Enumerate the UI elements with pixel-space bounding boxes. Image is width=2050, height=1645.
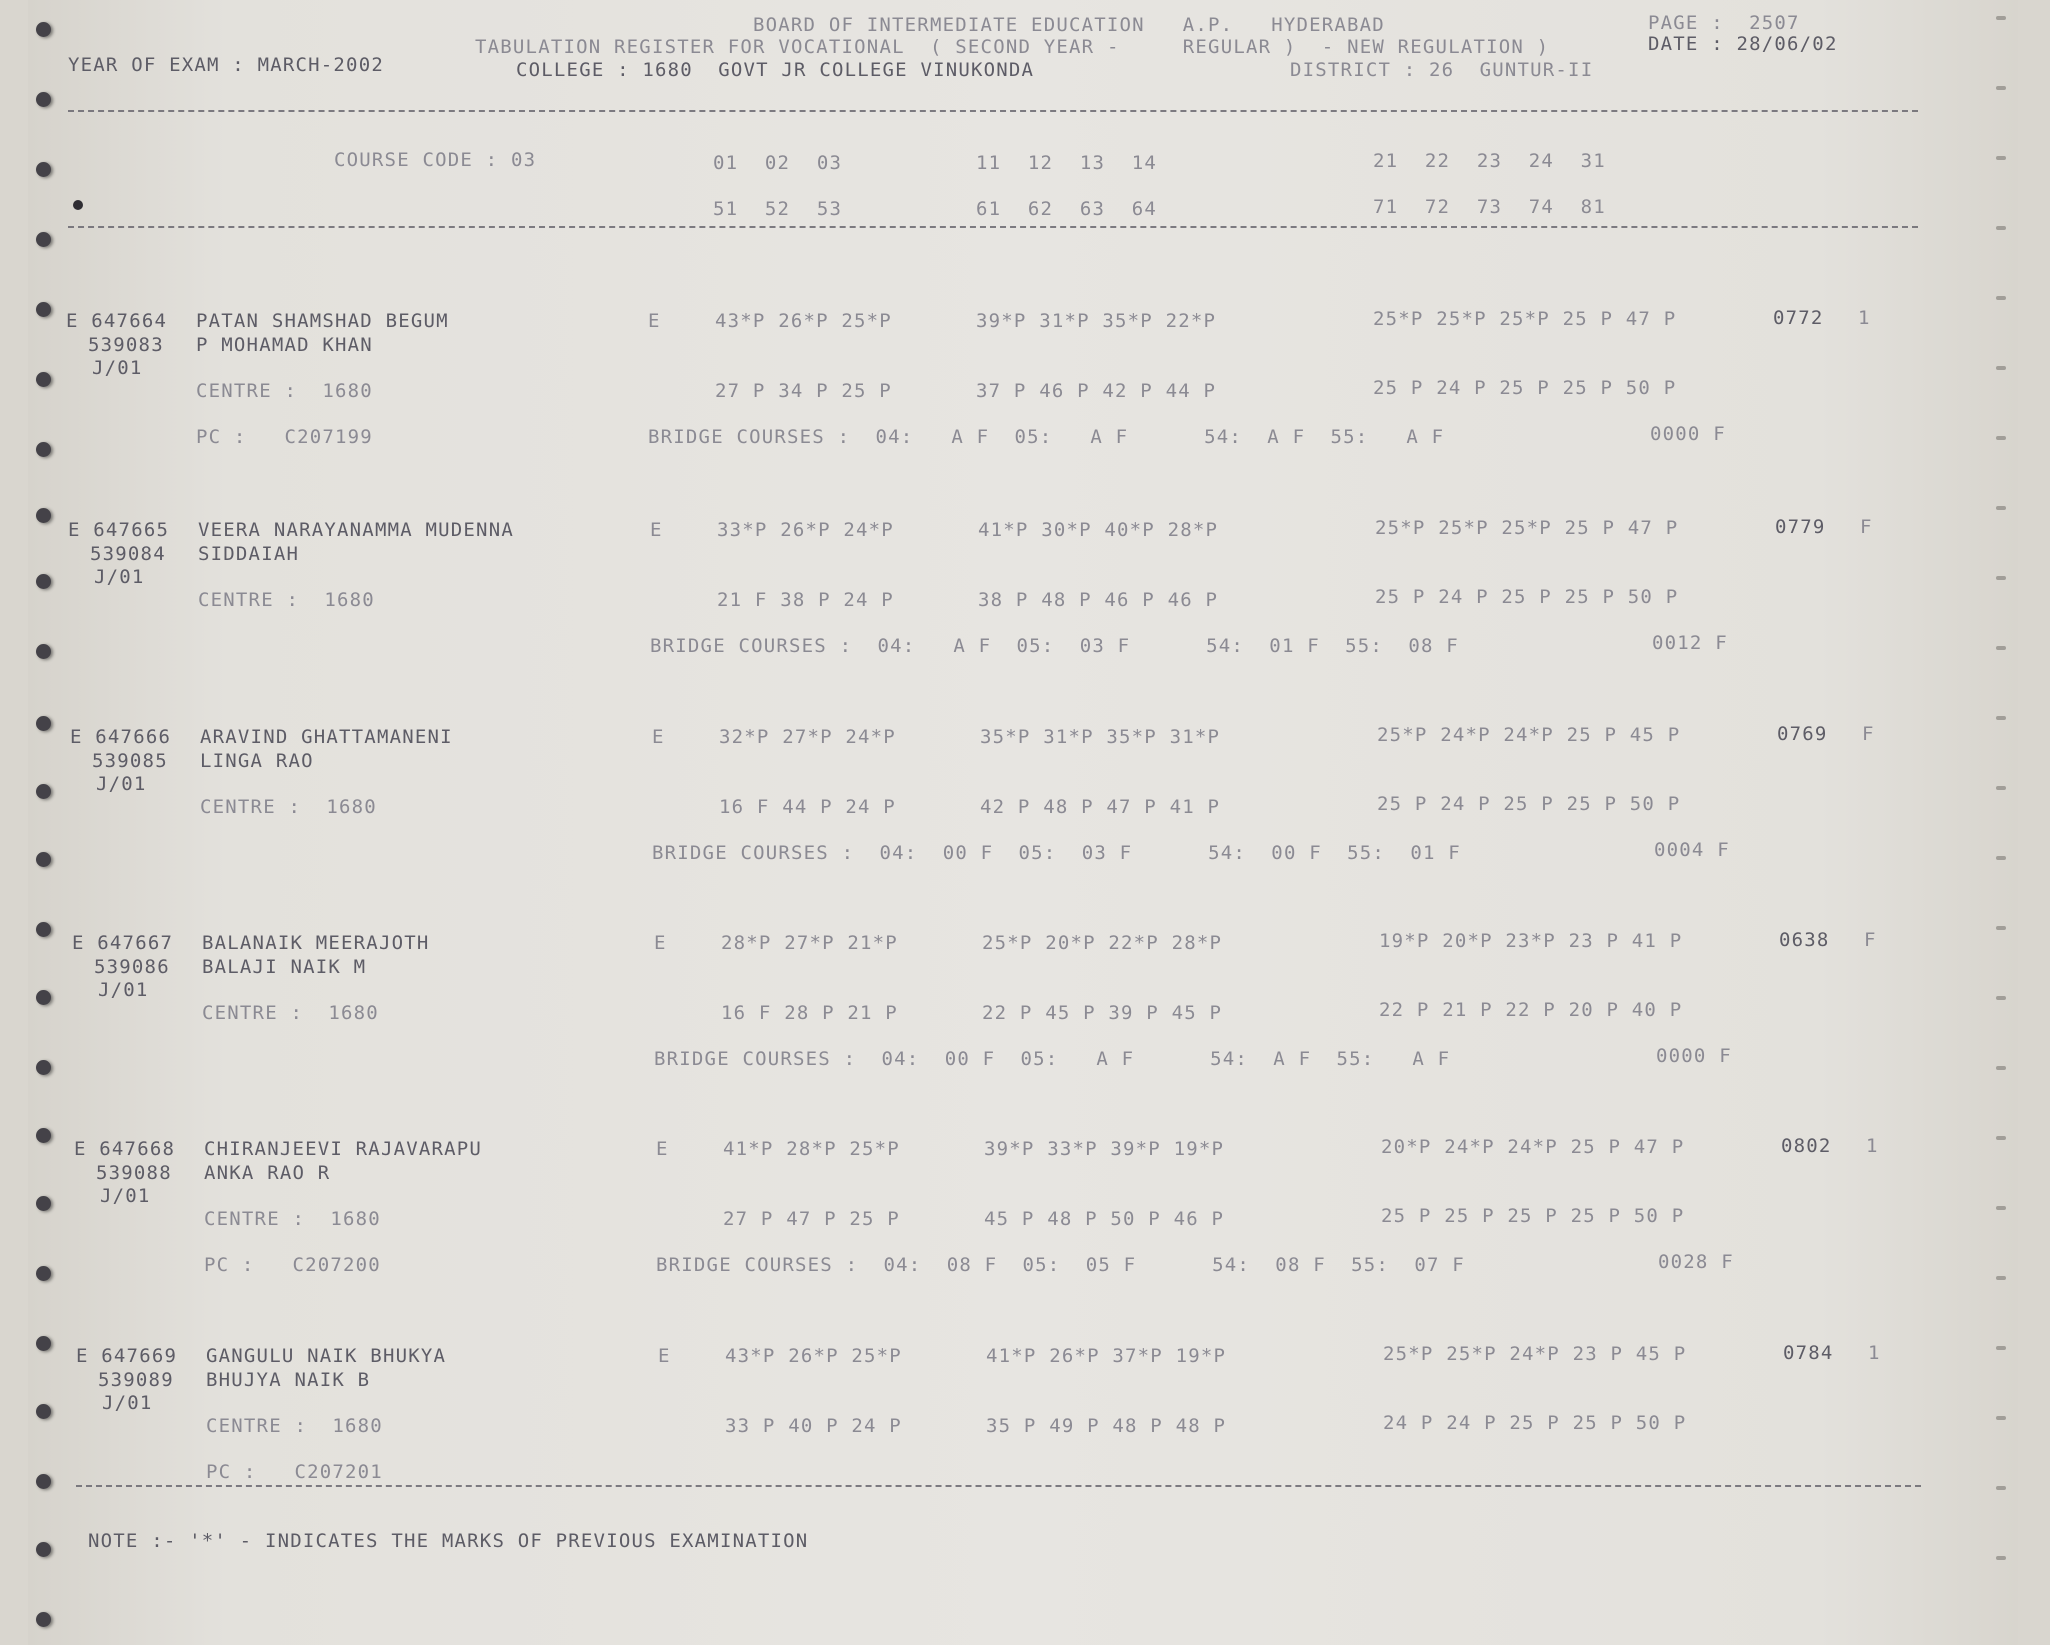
marks-second-c: 25 P 24 P 25 P 25 P 50 P [1375,586,1679,608]
roll-number: E 647666 [70,726,172,748]
centre-code: CENTRE : 1680 [206,1415,383,1437]
marks-first-b: 35*P 31*P 35*P 31*P [980,726,1221,748]
grand-total: 0769 [1777,723,1828,745]
group-code: J/01 [102,1392,153,1414]
codes-row1-c: 21 22 23 24 31 [1373,150,1606,172]
result-code: F [1864,929,1877,951]
father-name: ANKA RAO R [204,1162,331,1184]
marks-second-a: 16 F 28 P 21 P [721,1002,898,1024]
grand-total: 0784 [1783,1342,1834,1364]
marks-second-c: 25 P 25 P 25 P 25 P 50 P [1381,1205,1685,1227]
exam-flag: E [648,310,661,332]
student-code: 539088 [96,1162,172,1184]
marks-first-b: 39*P 33*P 39*P 19*P [984,1138,1225,1160]
centre-code: CENTRE : 1680 [202,1002,379,1024]
result-code: F [1860,516,1873,538]
bridge-total: 0000 F [1656,1045,1732,1067]
grand-total: 0638 [1779,929,1830,951]
exam-flag: E [654,932,667,954]
exam-year: YEAR OF EXAM : MARCH-2002 [68,54,384,76]
roll-number: E 647667 [72,932,174,954]
marks-first-a: 33*P 26*P 24*P [717,519,894,541]
pc-number: PC : C207200 [204,1254,381,1276]
bridge-total: 0028 F [1658,1251,1734,1273]
father-name: BALAJI NAIK M [202,956,367,978]
group-code: J/01 [92,357,143,379]
marks-first-a: 32*P 27*P 24*P [719,726,896,748]
result-code: 1 [1866,1135,1879,1157]
bridge-total: 0004 F [1654,839,1730,861]
centre-code: CENTRE : 1680 [200,796,377,818]
student-code: 539083 [88,334,164,356]
bridge-courses: BRIDGE COURSES : 04: 00 F 05: A F 54: A F 55: A F [654,1048,1451,1070]
marks-first-c: 25*P 25*P 25*P 25 P 47 P [1375,517,1679,539]
father-name: BHUJYA NAIK B [206,1369,371,1391]
student-code: 539086 [94,956,170,978]
page-number: PAGE : 2507 [1648,12,1800,34]
bridge-courses: BRIDGE COURSES : 04: 00 F 05: 03 F 54: 00 F 55: 01 F [652,842,1461,864]
student-name: PATAN SHAMSHAD BEGUM [196,310,449,332]
marks-second-b: 37 P 46 P 42 P 44 P [976,380,1217,402]
group-code: J/01 [96,773,147,795]
marks-first-b: 39*P 31*P 35*P 22*P [976,310,1217,332]
marks-second-b: 38 P 48 P 46 P 46 P [978,589,1219,611]
marks-second-b: 42 P 48 P 47 P 41 P [980,796,1221,818]
divider-top [68,110,1918,112]
register-sheet [28,0,2018,1645]
bridge-total: 0000 F [1650,423,1726,445]
pc-number: PC : C207199 [196,426,373,448]
student-code: 539089 [98,1369,174,1391]
bridge-courses: BRIDGE COURSES : 04: 08 F 05: 05 F 54: 08 F 55: 07 F [656,1254,1465,1276]
codes-row1-a: 01 02 03 [713,152,843,174]
exam-flag: E [652,726,665,748]
student-name: ARAVIND GHATTAMANENI [200,726,453,748]
marks-first-c: 25*P 24*P 24*P 25 P 45 P [1377,724,1681,746]
father-name: LINGA RAO [200,750,314,772]
roll-number: E 647664 [66,310,168,332]
marks-second-a: 21 F 38 P 24 P [717,589,894,611]
pc-number: PC : C207201 [206,1461,383,1483]
exam-flag: E [650,519,663,541]
exam-flag: E [656,1138,669,1160]
divider-course [68,226,1918,228]
marks-second-a: 27 P 47 P 25 P [723,1208,900,1230]
marks-first-a: 28*P 27*P 21*P [721,932,898,954]
centre-code: CENTRE : 1680 [204,1208,381,1230]
centre-code: CENTRE : 1680 [196,380,373,402]
student-name: GANGULU NAIK BHUKYA [206,1345,447,1367]
group-code: J/01 [98,979,149,1001]
grand-total: 0802 [1781,1135,1832,1157]
student-code: 539085 [92,750,168,772]
marks-second-c: 25 P 24 P 25 P 25 P 50 P [1373,377,1677,399]
student-name: VEERA NARAYANAMMA MUDENNA [198,519,514,541]
marks-second-c: 22 P 21 P 22 P 20 P 40 P [1379,999,1683,1021]
student-name: BALANAIK MEERAJOTH [202,932,430,954]
marks-second-a: 27 P 34 P 25 P [715,380,892,402]
board-title: BOARD OF INTERMEDIATE EDUCATION A.P. HYDERABAD [753,14,1385,36]
grand-total: 0779 [1775,516,1826,538]
marks-second-b: 22 P 45 P 39 P 45 P [982,1002,1223,1024]
marks-second-b: 35 P 49 P 48 P 48 P [986,1415,1227,1437]
footnote: NOTE :- '*' - INDICATES THE MARKS OF PREVIOUS EXAMINATION [88,1530,809,1552]
codes-row2-c: 71 72 73 74 81 [1373,196,1606,218]
roll-number: E 647665 [68,519,170,541]
marks-second-b: 45 P 48 P 50 P 46 P [984,1208,1225,1230]
roll-number: E 647669 [76,1345,178,1367]
marks-second-a: 16 F 44 P 24 P [719,796,896,818]
bridge-total: 0012 F [1652,632,1728,654]
group-code: J/01 [100,1185,151,1207]
roll-number: E 647668 [74,1138,176,1160]
course-code: COURSE CODE : 03 [334,149,537,171]
result-code: 1 [1858,307,1871,329]
print-date: DATE : 28/06/02 [1648,33,1838,55]
marks-second-c: 24 P 24 P 25 P 25 P 50 P [1383,1412,1687,1434]
codes-row2-a: 51 52 53 [713,198,843,220]
result-code: 1 [1868,1342,1881,1364]
centre-code: CENTRE : 1680 [198,589,375,611]
codes-row1-b: 11 12 13 14 [976,152,1158,174]
result-code: F [1862,723,1875,745]
exam-flag: E [658,1345,671,1367]
district-info: DISTRICT : 26 GUNTUR-II [1290,59,1594,81]
marks-first-a: 43*P 26*P 25*P [725,1345,902,1367]
marks-first-b: 25*P 20*P 22*P 28*P [982,932,1223,954]
marks-first-c: 19*P 20*P 23*P 23 P 41 P [1379,930,1683,952]
student-code: 539084 [90,543,166,565]
father-name: SIDDAIAH [198,543,300,565]
ink-mark [73,200,83,210]
marks-first-b: 41*P 30*P 40*P 28*P [978,519,1219,541]
marks-first-c: 25*P 25*P 25*P 25 P 47 P [1373,308,1677,330]
bridge-courses: BRIDGE COURSES : 04: A F 05: 03 F 54: 01 F 55: 08 F [650,635,1459,657]
marks-first-b: 41*P 26*P 37*P 19*P [986,1345,1227,1367]
marks-first-a: 43*P 26*P 25*P [715,310,892,332]
marks-first-c: 20*P 24*P 24*P 25 P 47 P [1381,1136,1685,1158]
student-name: CHIRANJEEVI RAJAVARAPU [204,1138,483,1160]
grand-total: 0772 [1773,307,1824,329]
codes-row2-b: 61 62 63 64 [976,198,1158,220]
marks-first-a: 41*P 28*P 25*P [723,1138,900,1160]
marks-first-c: 25*P 25*P 24*P 23 P 45 P [1383,1343,1687,1365]
marks-second-a: 33 P 40 P 24 P [725,1415,902,1437]
college-info: COLLEGE : 1680 GOVT JR COLLEGE VINUKONDA [516,59,1035,81]
register-title: TABULATION REGISTER FOR VOCATIONAL ( SECOND YEAR - REGULAR ) - NEW REGULATION ) [475,36,1550,58]
marks-second-c: 25 P 24 P 25 P 25 P 50 P [1377,793,1681,815]
bridge-courses: BRIDGE COURSES : 04: A F 05: A F 54: A F 55: A F [648,426,1445,448]
father-name: P MOHAMAD KHAN [196,334,373,356]
group-code: J/01 [94,566,145,588]
divider-bottom [76,1485,1921,1487]
